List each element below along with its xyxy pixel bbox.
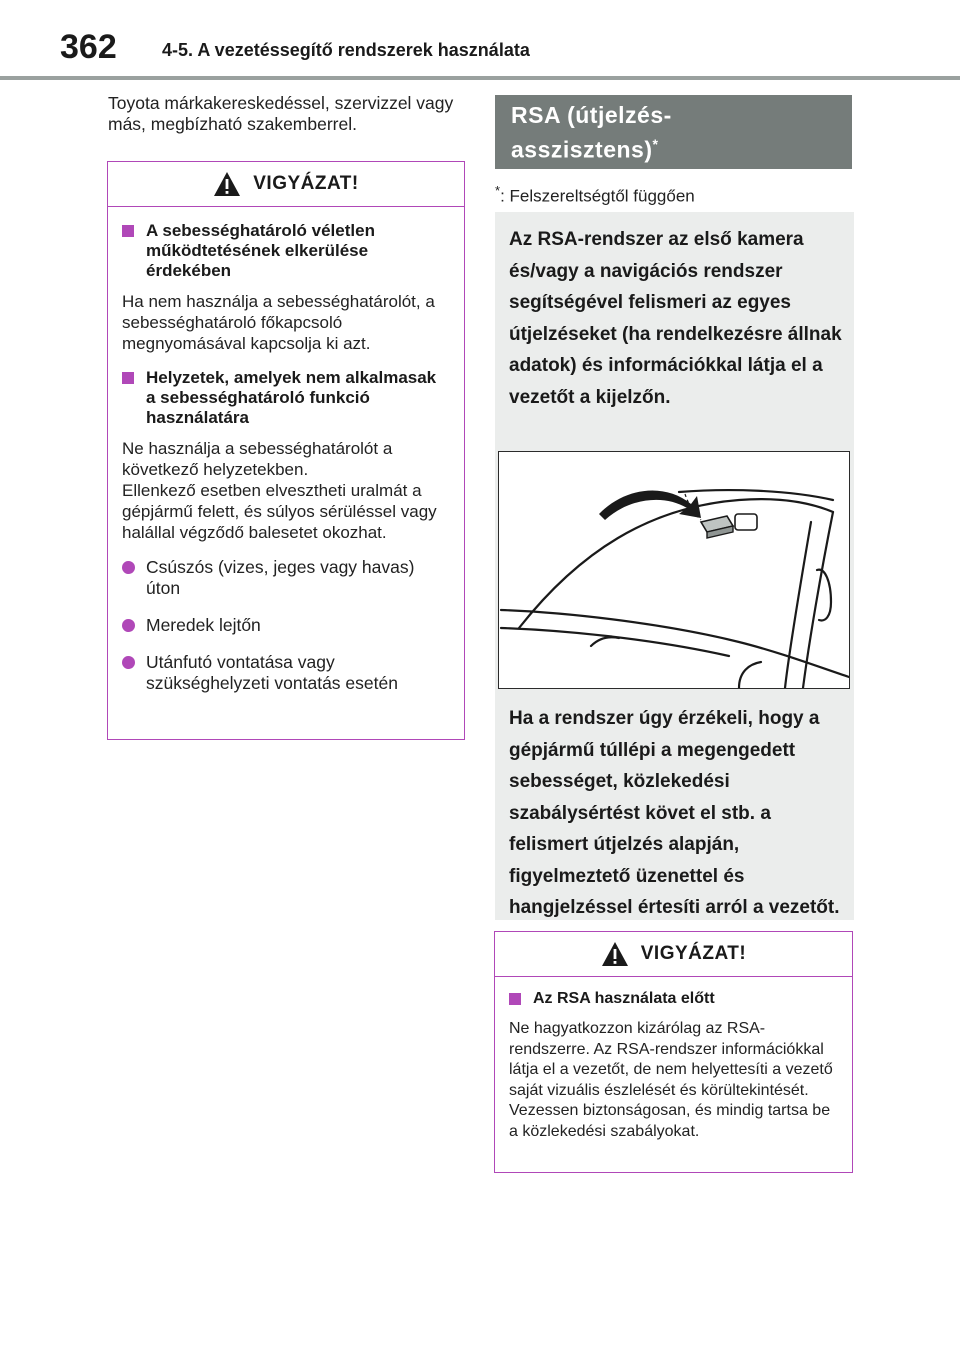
footnote xyxy=(495,183,695,207)
round-bullet-icon xyxy=(122,656,135,669)
warning-header xyxy=(495,932,852,977)
intro-paragraph: Toyota márkakereskedéssel, szervizzel vagy más, megbízható szakemberrel. xyxy=(108,93,454,134)
warning-title: VIGYÁZAT! xyxy=(640,943,747,964)
section-text: Ha nem használja a sebességhatárolót, a sebességhatároló főkapcsoló megnyomásával kapcsolja ki azt. xyxy=(122,292,435,353)
header-divider xyxy=(0,76,960,80)
footnote-marker: * xyxy=(652,136,659,152)
page-header xyxy=(0,0,960,80)
section-banner-rsa xyxy=(495,95,852,169)
info-panel xyxy=(495,212,854,920)
list-item xyxy=(122,615,450,636)
warning-header xyxy=(108,162,464,207)
chapter-title: 4-5. A vezetéssegítő rendszerek használata xyxy=(162,40,530,60)
section-heading xyxy=(509,989,838,1009)
square-bullet-icon xyxy=(122,225,134,237)
list-item-text: Utánfutó vontatása vagy szükséghelyzeti vontatás esetén xyxy=(146,652,398,693)
list-item-text: Csúszós (vizes, jeges vagy havas) úton xyxy=(146,557,415,598)
warning-box-rsa xyxy=(494,931,853,1173)
square-bullet-icon xyxy=(122,372,134,384)
warning-triangle-icon xyxy=(213,171,241,197)
section-heading xyxy=(122,221,450,281)
warning-triangle-icon xyxy=(601,941,629,967)
section-heading xyxy=(122,368,450,428)
section-heading-text: Az RSA használata előtt xyxy=(533,990,715,1007)
page-number: 362 xyxy=(60,28,117,66)
round-bullet-icon xyxy=(122,561,135,574)
footnote-marker: * xyxy=(495,183,501,198)
section-heading-text: Helyzetek, amelyek nem alkalmasak a sebességhatároló funkció használatára xyxy=(146,368,437,427)
warning-title: VIGYÁZAT! xyxy=(253,173,359,194)
car-interior-drawing xyxy=(499,452,849,688)
section-title-text: RSA (útjelzés-asszisztens) xyxy=(511,102,672,163)
list-item-text: Meredek lejtőn xyxy=(146,615,261,635)
section-heading-text: A sebességhatároló véletlen működtetésének elkerülése érdekében xyxy=(146,221,375,280)
windshield-camera-illustration xyxy=(498,451,850,689)
square-bullet-icon xyxy=(509,993,521,1005)
list-item xyxy=(122,557,450,599)
info-description: Az RSA-rendszer az első kamera és/vagy a navigációs rendszer segítségével felismeri az egyes útjelzéseket (ha rendelkezésre állnak adatok) és információkkal látja el a vezetőt a kijelzőn. xyxy=(509,229,842,408)
warning-box-speed-limiter xyxy=(107,161,465,740)
info-description-2: Ha a rendszer úgy érzékeli, hogy a gépjármű túllépi a megengedett sebességet, közlekedési szabálysértést követ el stb. a felismert útjelzés alapján, figyelmeztető üzenettel és hangjelzéssel értesíti arról a vezetőt. xyxy=(509,708,840,918)
section-text: Ne hagyatkozzon kizárólag az RSA-rendszerre. Az RSA-rendszer információkkal látja el a vezetőt, de nem helyettesíti a vezető saját vizuális észlelését és körültekintését. Vezessen biztonságosan, és mindig tartsa be a közlekedési szabályokat. xyxy=(509,1020,833,1140)
section-text: Ellenkező esetben elvesztheti uralmát a gépjármű felett, és súlyos sérüléssel vagy halállal végződő balesetet okozhat. xyxy=(122,481,437,542)
footnote-text: : Felszereltségtől függően xyxy=(500,186,695,206)
list-item xyxy=(122,652,450,694)
section-title xyxy=(511,101,801,165)
round-bullet-icon xyxy=(122,619,135,632)
section-text: Ne használja a sebességhatárolót a következő helyzetekben. xyxy=(122,439,393,479)
